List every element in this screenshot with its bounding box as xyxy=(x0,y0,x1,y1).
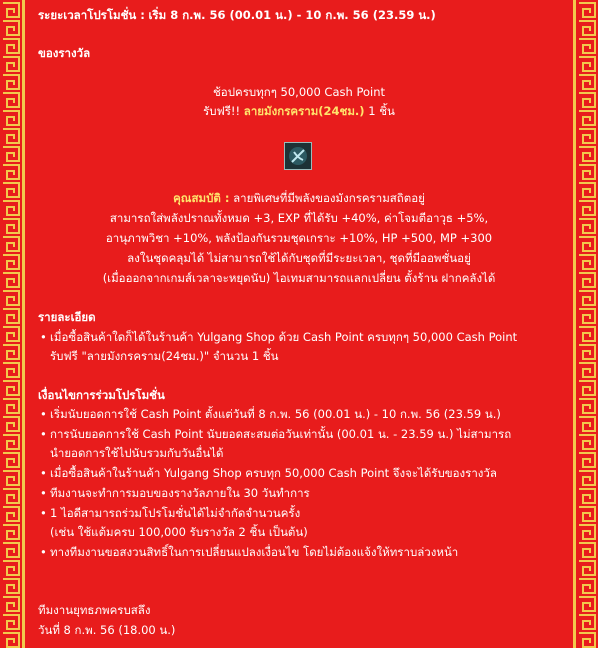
details-item-1 xyxy=(38,330,517,345)
bullet-icon: • xyxy=(40,427,47,441)
details-heading: รายละเอียด xyxy=(38,310,96,324)
condition-1 xyxy=(38,407,501,422)
left-decorative-border xyxy=(0,0,25,648)
reward-line-1: ช้อปครบทุกๆ 50,000 Cash Point xyxy=(212,85,386,99)
reward-heading: ของรางวัล xyxy=(38,46,91,60)
details-item-1-line-2: รับฟรี "ลายมังกรคราม(24ชม.)" จำนวน 1 ชิ้น xyxy=(50,349,279,363)
promo-period-label: ระยะเวลาโปรโมชั่น : xyxy=(38,8,145,22)
condition-2-text: การนับยอดการใช้ Cash Point นับยอดสะสมต่อวันเท่านั้น (00.01 น. - 23.59 น.) ไม่สามารถ xyxy=(50,427,512,441)
footer-date: วันที่ 8 ก.พ. 56 (18.00 น.) xyxy=(38,623,176,637)
condition-3-text: เมื่อซื้อสินค้าในร้านค้า Yulgang Shop ครบทุก 50,000 Cash Point จึงจะได้รับของรางวัล xyxy=(50,466,497,480)
properties-line-3: อานุภาพวิชา +10%, พลังป้องกันรวมชุดเกราะ +10%, HP +500, MP +300 xyxy=(105,231,493,245)
properties-label: คุณสมบัติ : xyxy=(173,191,230,205)
content-area xyxy=(38,0,560,648)
bullet-icon: • xyxy=(40,506,47,520)
dragon-tattoo-item-icon xyxy=(284,142,312,170)
condition-6-text: ทางทีมงานขอสงวนสิทธิ์ในการเปลี่ยนแปลงเงื่อนไข โดยไม่ต้องแจ้งให้ทราบล่วงหน้า xyxy=(50,545,459,559)
condition-1-text: เริ่มนับยอดการใช้ Cash Point ตั้งแต่วันที่ 8 ก.พ. 56 (00.01 น.) - 10 ก.พ. 56 (23.59 น.) xyxy=(50,407,501,421)
condition-2-line-2: นำยอดการใช้ไปนับรวมกับวันอื่นได้ xyxy=(50,446,224,460)
properties-line-1 xyxy=(38,191,560,206)
details-item-1-line-1: เมื่อซื้อสินค้าใดก็ได้ในร้านค้า Yulgang Shop ด้วย Cash Point ครบทุกๆ 50,000 Cash Point xyxy=(50,330,518,344)
condition-2 xyxy=(38,427,511,442)
condition-5-line-2: (เช่น ใช้แต้มครบ 100,000 รับรางวัล 2 ชิ้น เป็นต้น) xyxy=(50,525,308,539)
bullet-icon: • xyxy=(40,545,47,559)
condition-6 xyxy=(38,545,458,560)
reward-line-2 xyxy=(38,104,560,119)
reward-free-label: รับฟรี!! xyxy=(203,104,241,118)
condition-4-text: ทีมงานจะทำการมอบของรางวัลภายใน 30 วันทำการ xyxy=(50,486,310,500)
properties-line-4: ลงในชุดคลุมได้ ไม่สามารถใช้ได้กับชุดที่มีระยะเวลา, ชุดที่มีออพชั่นอยู่ xyxy=(127,251,471,265)
condition-3 xyxy=(38,466,497,481)
footer-team: ทีมงานยุทธภพครบสลึง xyxy=(38,603,151,617)
reward-item-name: ลายมังกรคราม(24ชม.) xyxy=(243,104,365,118)
right-decorative-border xyxy=(573,0,598,648)
properties-line-2: สามารถใส่พลังปราณทั้งหมด +3, EXP ที่ได้รับ +40%, ค่าโจมตีอาวุธ +5%, xyxy=(109,211,489,225)
promo-period-value: เริ่ม 8 ก.พ. 56 (00.01 น.) - 10 ก.พ. 56 (23.59 น.) xyxy=(148,8,436,22)
bullet-icon: • xyxy=(40,407,47,421)
bullet-icon: • xyxy=(40,466,47,480)
bullet-icon: • xyxy=(40,486,47,500)
properties-line-5: (เมื่อออกจากเกมส์เวลาจะหยุดนับ) ไอเทมสามารถแลกเปลี่ยน ตั้งร้าน ฝากคลังได้ xyxy=(102,271,496,285)
conditions-heading: เงื่อนไขการร่วมโปรโมชั่น xyxy=(38,388,165,402)
promo-period xyxy=(38,8,436,23)
reward-quantity: 1 ชิ้น xyxy=(368,104,395,118)
bullet-icon: • xyxy=(40,330,47,344)
condition-5 xyxy=(38,506,300,521)
properties-text-1: ลายพิเศษที่มีพลังของมังกรครามสถิตอยู่ xyxy=(233,191,425,205)
condition-5-text: 1 ไอดีสามารถร่วมโปรโมชั่นได้ไม่จำกัดจำนวนครั้ง xyxy=(50,506,301,520)
condition-4 xyxy=(38,486,310,501)
